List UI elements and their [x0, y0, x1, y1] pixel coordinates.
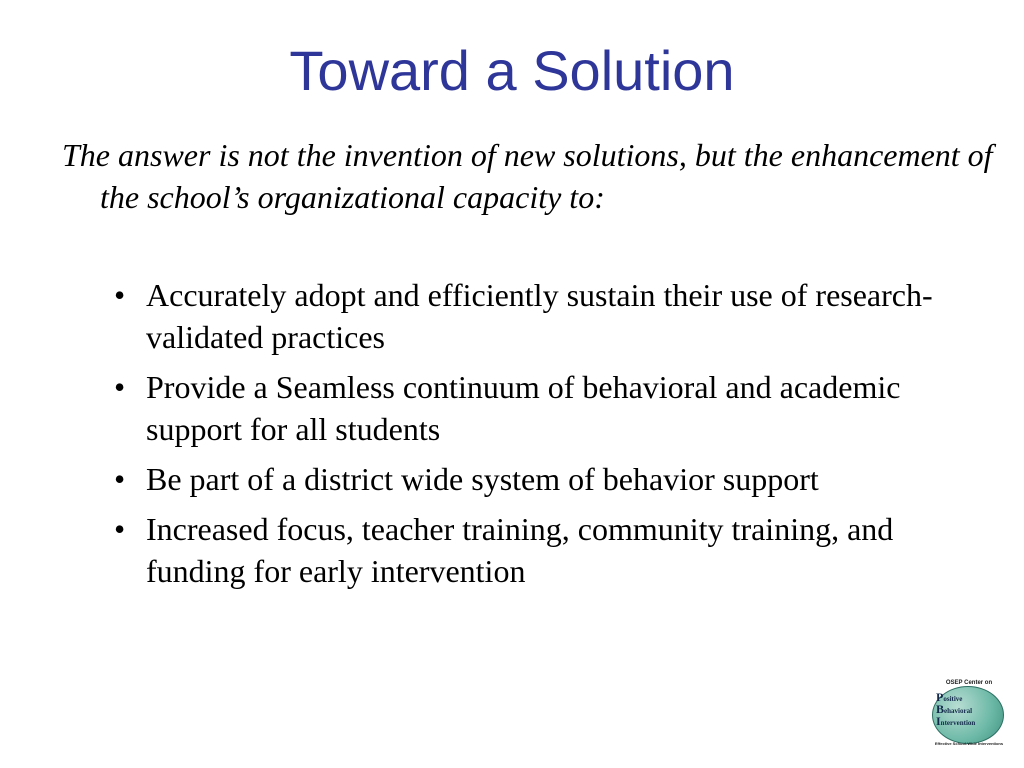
logo-initial: P: [936, 690, 944, 704]
logo-initial: I: [936, 714, 941, 728]
bullet-icon: •: [114, 461, 126, 497]
logo-word: ehavioral: [944, 707, 973, 715]
intro-text: The answer is not the invention of new solutions, but the enhancement of the school’s organizational capacity to:: [62, 137, 993, 215]
bullet-text: Provide a Seamless continuum of behavioral and academic support for all students: [146, 369, 901, 447]
logo-word: ntervention: [940, 719, 976, 727]
bullet-item: [114, 366, 984, 450]
logo-letters: [936, 692, 975, 728]
slide-title: Toward a Solution: [289, 39, 735, 102]
bullet-icon: •: [114, 277, 126, 313]
bullet-item: [114, 508, 984, 592]
bullet-text: Accurately adopt and efficiently sustain their use of research-validated practices: [146, 277, 933, 355]
logo-top-text: OSEP Center on: [945, 680, 993, 686]
bullet-icon: •: [114, 511, 126, 547]
bullet-list: [114, 274, 984, 600]
bullet-text: Increased focus, teacher training, community training, and funding for early intervention: [146, 511, 894, 589]
bullet-item: [114, 274, 984, 358]
bullet-icon: •: [114, 369, 126, 405]
logo-word: ositive: [943, 695, 963, 703]
bullet-text: Be part of a district wide system of behavior support: [146, 461, 819, 497]
bullet-item: [114, 458, 984, 500]
logo-initial: B: [936, 702, 945, 716]
logo-bottom-text: Effective School-Wide Interventions: [934, 741, 1004, 746]
pbis-logo: [928, 680, 1010, 748]
